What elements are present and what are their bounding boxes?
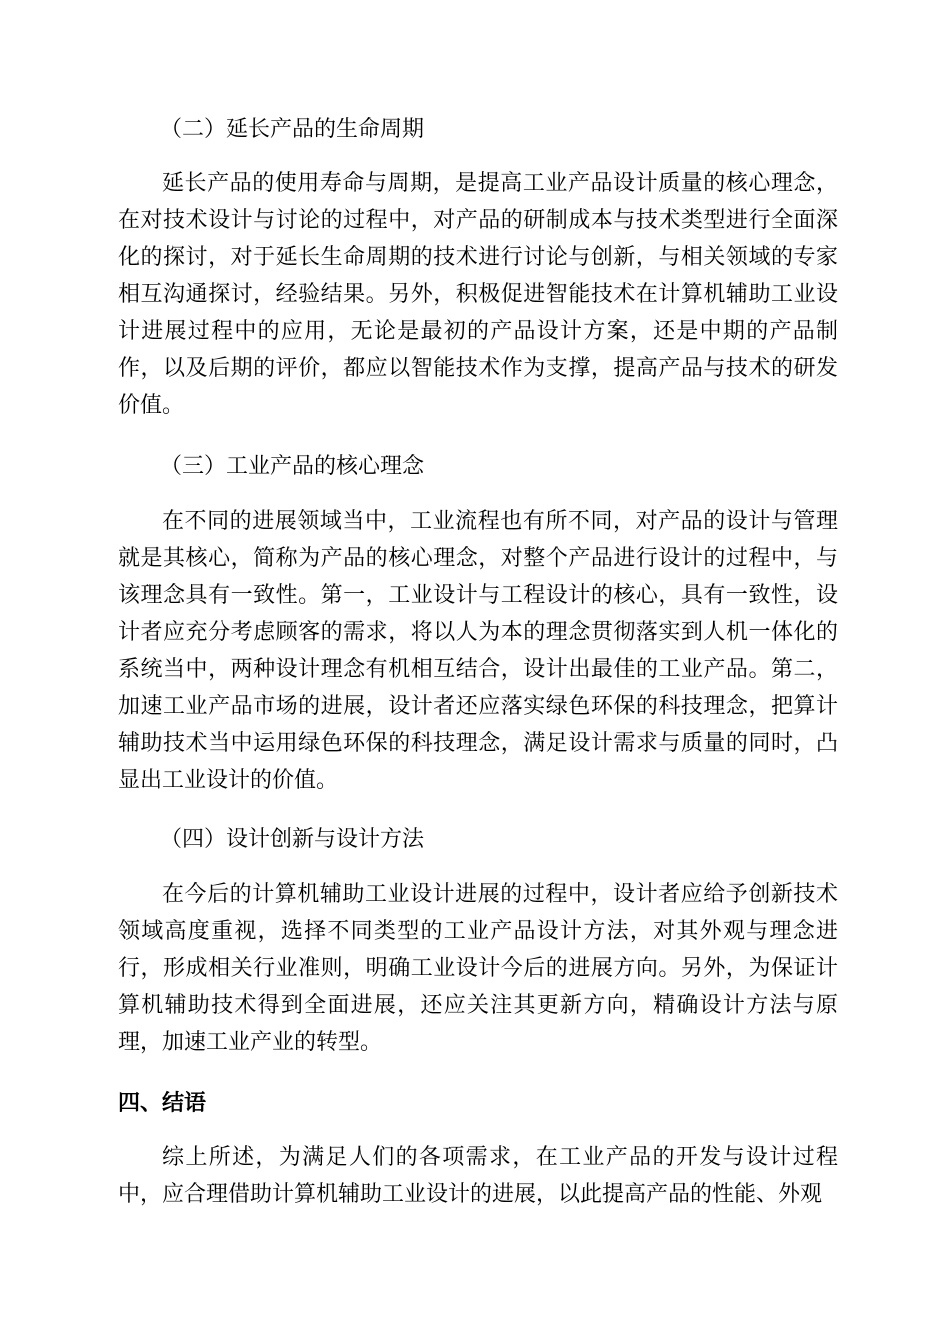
section-3-paragraph: 在不同的进展领域当中，工业流程也有所不同，对产品的设计与管理就是其核心，简称为产品的核心理念，对整个产品进行设计的过程中，与该理念具有一致性。第一，工业设计与工程设计的核心，具有一致性，设计者应充分考虑顾客的需求，将以人为本的理念贯彻落实到人机一体化的系统当中，两种设计理念有机相互结合，设计出最佳的工业产品。第二，加速工业产品市场的进展，设计者还应落实绿色环保的科技理念，把算计辅助技术当中运用绿色环保的科技理念，满足设计需求与质量的同时，凸显出工业设计的价值。	[118, 509, 838, 793]
section-3-title: （三）工业产品的核心理念	[160, 454, 425, 479]
section-4-title: （四）设计创新与设计方法	[160, 827, 425, 852]
section-2-title: （二）延长产品的生命周期	[160, 117, 425, 142]
section-4-paragraph: 在今后的计算机辅助工业设计进展的过程中，设计者应给予创新技术领域高度重视，选择不同类型的工业产品设计方法，对其外观与理念进行，形成相关行业准则，明确工业设计今后的进展方向。另外，为保证计算机辅助技术得到全面进展，还应关注其更新方向，精确设计方法与原理，加速工业产业的转型。	[118, 882, 838, 1055]
section-2-paragraph: 延长产品的使用寿命与周期，是提高工业产品设计质量的核心理念，在对技术设计与讨论的过程中，对产品的研制成本与技术类型进行全面深化的探讨，对于延长生命周期的技术进行讨论与创新，与相关领域的专家相互沟通探讨，经验结果。另外，积极促进智能技术在计算机辅助工业设计进展过程中的应用，无论是最初的产品设计方案，还是中期的产品制作，以及后期的评价，都应以智能技术作为支撑，提高产品与技术的研发价值。	[118, 171, 838, 418]
conclusion-title: 四、结语	[118, 1090, 207, 1116]
conclusion-paragraph: 综上所述，为满足人们的各项需求，在工业产品的开发与设计过程中，应合理借助计算机辅助工业设计的进展，以此提高产品的性能、外观	[118, 1145, 838, 1207]
